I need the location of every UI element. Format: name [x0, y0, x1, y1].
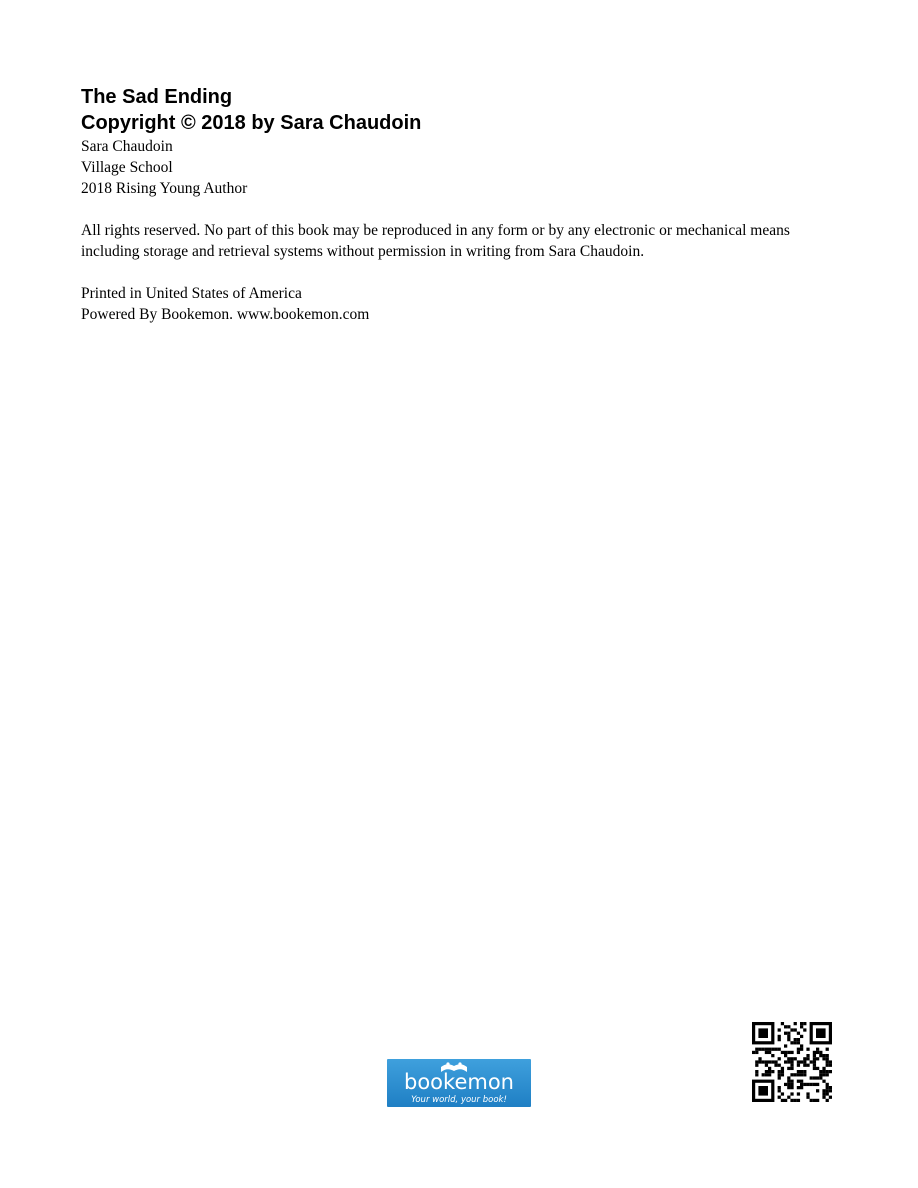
- qr-code-modules: [752, 1022, 832, 1102]
- copyright-line: Copyright © 2018 by Sara Chaudoin: [81, 112, 422, 134]
- copyright-block: [81, 84, 841, 325]
- qr-code-icon: [752, 1022, 832, 1102]
- printed-in: Printed in United States of America: [81, 285, 302, 302]
- author-award: 2018 Rising Young Author: [81, 180, 248, 197]
- logo-wordmark: bookemon: [404, 1070, 514, 1094]
- spacer: [81, 199, 841, 220]
- author-name: Sara Chaudoin: [81, 138, 173, 155]
- logo-tagline: Your world, your book!: [411, 1095, 507, 1105]
- bookemon-logo-graphic: [387, 1059, 531, 1107]
- author-school: Village School: [81, 159, 173, 176]
- powered-by: Powered By Bookemon. www.bookemon.com: [81, 306, 370, 323]
- rights-notice: All rights reserved. No part of this book may be reproduced in any form or by any electronic or mechanical means including storage and retrieval systems without permission in writing from Sara Chaudoin.: [81, 222, 790, 260]
- book-title: The Sad Ending: [81, 86, 233, 108]
- spacer: [81, 262, 841, 283]
- bookemon-logo: [387, 1059, 531, 1107]
